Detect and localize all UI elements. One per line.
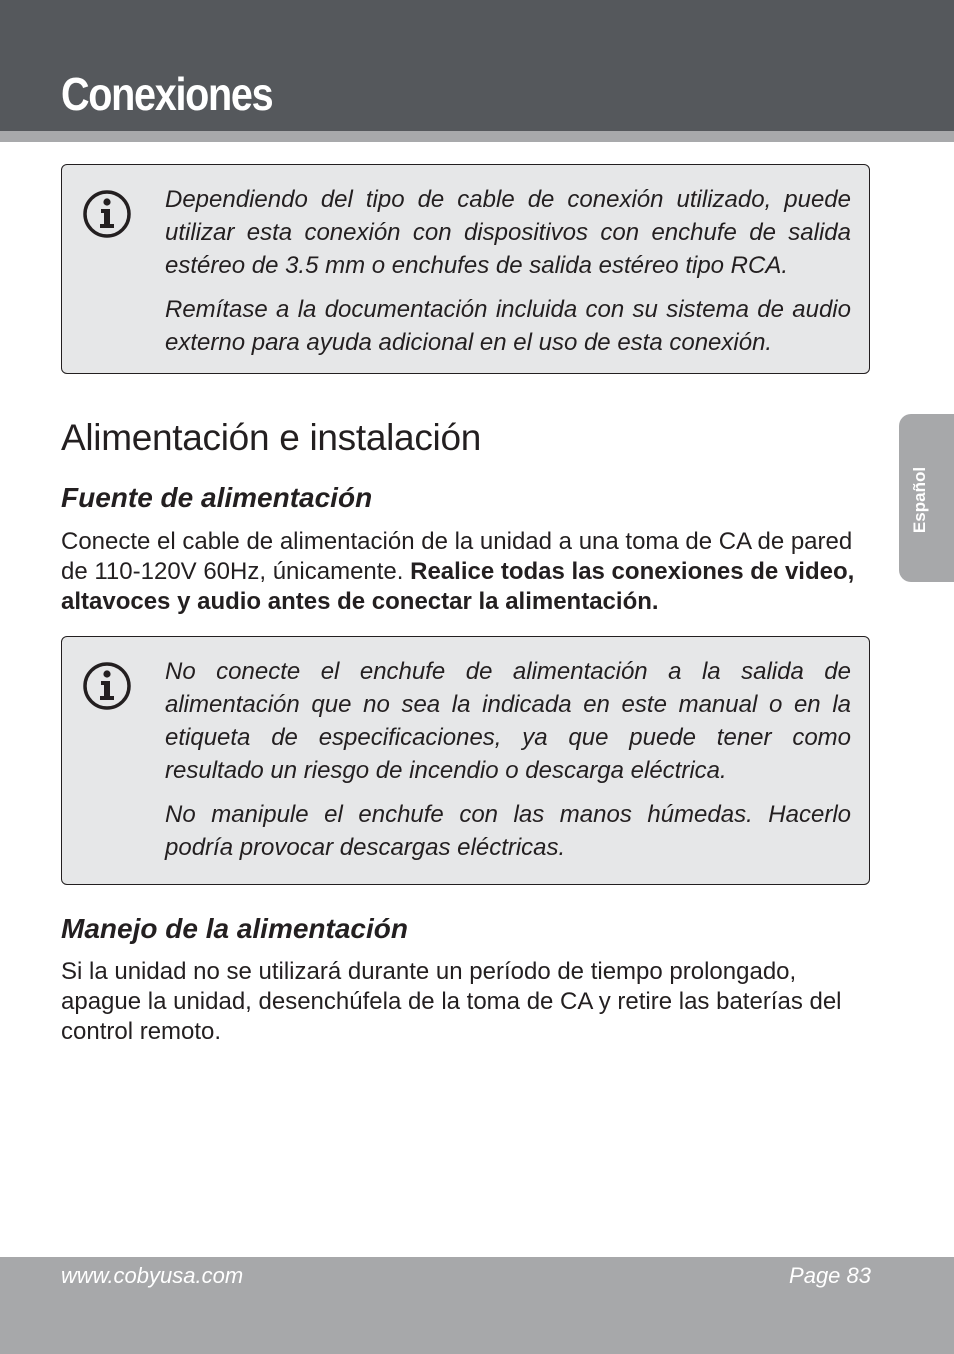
info-note-connection bbox=[61, 164, 870, 374]
section-title: Alimentación e instalación bbox=[61, 417, 481, 458]
subheading-power-handling: Manejo de la alimentación bbox=[61, 913, 408, 944]
note-paragraph: Remítase a la documentación incluida con su sistema de audio externo para ayuda adicional en el uso de esta conexión. bbox=[165, 296, 851, 356]
info-note-power bbox=[61, 636, 870, 885]
power-source-text-bold: Realice todas las conexiones de video, altavoces y audio antes de conectar la alimentación. bbox=[61, 558, 855, 615]
info-icon bbox=[82, 189, 132, 239]
info-icon bbox=[82, 661, 132, 711]
page-number: Page 83 bbox=[789, 1263, 871, 1288]
power-source-text bbox=[61, 527, 873, 617]
subheading-power-source: Fuente de alimentación bbox=[61, 482, 373, 513]
note-paragraph: No conecte el enchufe de alimentación a la salida de alimentación que no sea la indicada en este manual o en la etiqueta de especificaciones, ya que puede tener como resultado un riesgo de incendio o descarga eléctrica. bbox=[165, 658, 851, 784]
footer-url: www.cobyusa.com bbox=[61, 1263, 244, 1288]
power-handling-text: Si la unidad no se utilizará durante un período de tiempo prolongado, apague la unidad, desenchúfela de la toma de CA y retire las baterías del control remoto. bbox=[61, 958, 842, 1045]
power-source-text-regular: Conecte el cable de alimentación de la unidad a una toma de CA de pared de 110-120V 60Hz, únicamente. bbox=[61, 528, 853, 585]
page-title: Conexiones bbox=[61, 68, 273, 120]
header-stripe bbox=[0, 131, 954, 142]
note-paragraph: No manipule el enchufe con las manos húmedas. Hacerlo podría provocar descargas eléctricas. bbox=[165, 801, 851, 861]
language-tab-label: Español bbox=[910, 466, 929, 534]
note-paragraph: Dependiendo del tipo de cable de conexión utilizado, puede utilizar esta conexión con dispositivos con enchufe de salida estéreo de 3.5 mm o enchufes de salida estéreo tipo RCA. bbox=[165, 186, 851, 279]
